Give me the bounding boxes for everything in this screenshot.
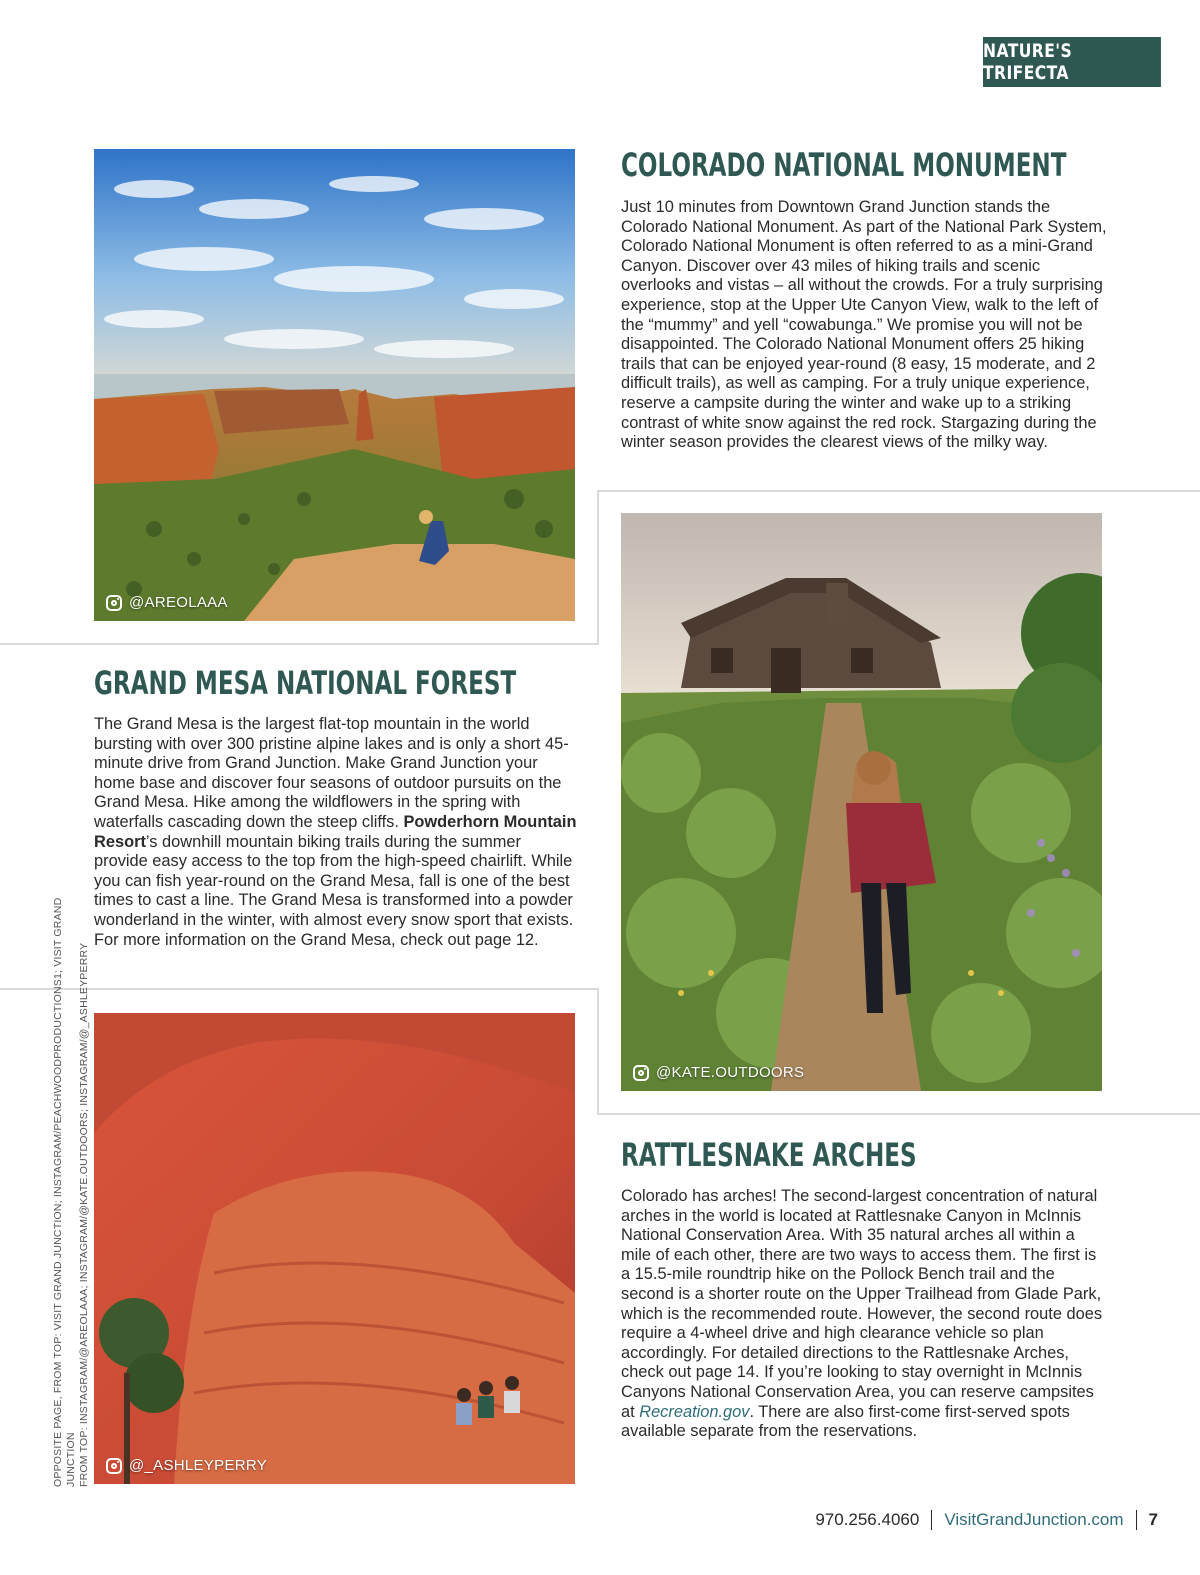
grand-mesa-body [94, 715, 579, 950]
colorado-heading: COLORADO NATIONAL MONUMENT [621, 146, 1067, 184]
instagram-icon [633, 1065, 649, 1081]
footer-separator [1136, 1510, 1137, 1530]
rattlesnake-body-part2: . There are also first-come first-served spots available separate from the reservations. [621, 1402, 1070, 1441]
footer-separator [931, 1510, 932, 1530]
photo-credit-ashleyperry [106, 1457, 267, 1474]
photo-credit-kate-outdoors [633, 1064, 804, 1081]
side-photo-credits [52, 867, 91, 1487]
rattlesnake-arch-photo [94, 1013, 575, 1484]
divider-vertical-mid [597, 988, 599, 1115]
section-tab-label: NATURE'S TRIFECTA [983, 40, 1073, 84]
photo-credit-text: @AREOLAAA [129, 594, 228, 611]
photo-credit-text: @KATE.OUTDOORS [656, 1064, 805, 1081]
rattlesnake-heading: RATTLESNAKE ARCHES [621, 1136, 917, 1174]
instagram-icon [106, 1458, 122, 1474]
side-credit-line-2: FROM TOP: INSTAGRAM/@AREOLAAA; INSTAGRAM/@KATE.OUTDOORS; INSTAGRAM/@_ASHLEYPERRY [78, 942, 90, 1487]
powderhorn-resort-name: Powderhorn Mountain Resort [94, 812, 577, 851]
grand-mesa-body-part2: ’s downhill mountain biking trails during the summer provide easy access to the top from the high-speed chairlift. While you can fish year-round on the Grand Mesa, fall is one of the best times to cast a line. The Grand Mesa is transformed into a powder wonderland in the winter, with almost every snow sport that exists. For more information on the Grand Mesa, check out page 12. [94, 832, 574, 949]
colorado-monument-photo [94, 149, 575, 621]
divider-right-mid [597, 1113, 1200, 1115]
colorado-body: Just 10 minutes from Downtown Grand Junction stands the Colorado National Monument. As part of the National Park System, Colorado National Monument is often referred to as a mini-Grand Canyon. Discover over 43 miles of hiking trails and scenic overlooks and vistas – all without the crowds. For a truly surprising experience, stop at the Upper Ute Canyon View, walk to the left of the “mummy” and yell “cowabunga.” We promise you will not be disappointed. The Colorado National Monument offers 25 hiking trails that can be enjoyed year-round (8 easy, 15 moderate, and 2 difficult trails), as well as camping. For a truly unique experience, reserve a campsite during the winter and wake up to a striking contrast of white snow against the red rock. Stargazing during the winter season provides the clearest views of the milky way. [621, 198, 1107, 452]
divider-right-top [597, 490, 1200, 492]
divider-vertical-top [597, 490, 599, 645]
section-tab [983, 37, 1161, 87]
page-footer [815, 1510, 1158, 1530]
page-number: 7 [1148, 1510, 1158, 1529]
divider-left-top [0, 643, 598, 645]
rattlesnake-body-part1: Colorado has arches! The second-largest concentration of natural arches in the world is located at Rattlesnake Canyon in McInnis National Conservation Area. With 35 natural arches all within a mile of each other, there are two ways to access them. The first is a 15.5-mile roundtrip hike on the Pollock Bench trail and the second is a shorter route on the Upper Trailhead from Glade Park, which is the recommended route. However, the second route does require a 4-wheel drive and high clearance vehicle so plan accordingly. For detailed directions to the Rattlesnake Arches, check out page 14. If you’re looking to stay overnight in McInnis Canyons National Conservation Area, you can reserve campsites at [621, 1187, 1103, 1421]
grand-mesa-heading: GRAND MESA NATIONAL FOREST [94, 664, 517, 702]
footer-phone: 970.256.4060 [815, 1510, 920, 1529]
grand-mesa-photo [621, 513, 1102, 1091]
instagram-icon [106, 595, 122, 611]
footer-website-link[interactable]: VisitGrandJunction.com [944, 1510, 1124, 1529]
recreation-gov-link[interactable]: Recreation.gov [639, 1402, 750, 1421]
side-credit-line-1: OPPOSITE PAGE, FROM TOP: VISIT GRAND JUNCTION; INSTAGRAM/PEACHWOODPRODUCTIONS1; VISIT GRAND JUNCTION [52, 897, 77, 1487]
photo-credit-text: @_ASHLEYPERRY [129, 1457, 268, 1474]
rattlesnake-body [621, 1187, 1106, 1442]
photo-credit-areolaaa [106, 594, 228, 611]
grand-mesa-body-part1: The Grand Mesa is the largest flat-top mountain in the world bursting with over 300 pristine alpine lakes and is only a short 45-minute drive from Grand Junction. Make Grand Junction your home base and discover four seasons of outdoor pursuits on the Grand Mesa. Hike among the wildflowers in the spring with waterfalls cascading down the steep cliffs. [94, 715, 569, 831]
